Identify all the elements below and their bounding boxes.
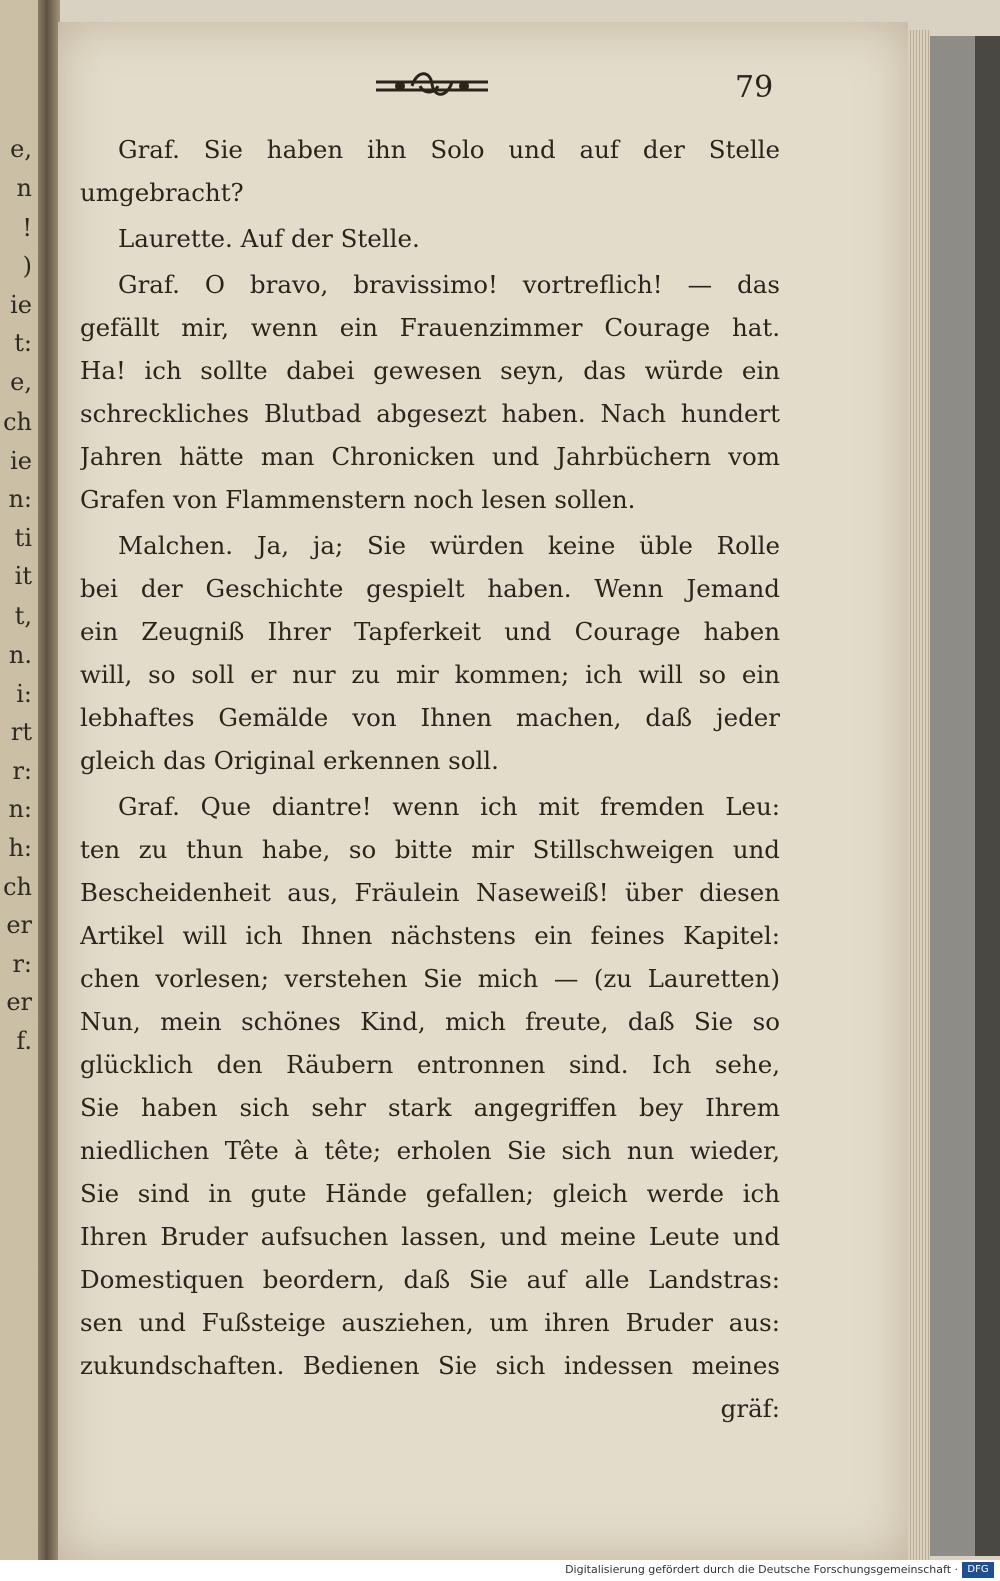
left-fragment: ) bbox=[22, 252, 32, 281]
left-fragment: e, bbox=[10, 135, 32, 163]
left-fragment: n bbox=[16, 173, 32, 202]
text-line: chen vorlesen; verstehen Sie mich — (zu Lauretten) bbox=[80, 964, 780, 993]
left-fragment: ie bbox=[10, 290, 32, 319]
text-line: sen und Fußsteige ausziehen, um ihren Bruder aus: bbox=[80, 1308, 780, 1337]
text-line: ein Zeugniß Ihrer Tapferkeit und Courage haben bbox=[80, 617, 780, 646]
text-line: Sie sind in gute Hände gefallen; gleich werde ich bbox=[80, 1179, 780, 1208]
text-line: niedlichen Tête à tête; erholen Sie sich nun wieder, bbox=[80, 1136, 780, 1165]
book-cover bbox=[930, 36, 975, 1556]
text-line: Laurette. Auf der Stelle. bbox=[118, 224, 420, 253]
left-fragment: r: bbox=[12, 949, 32, 978]
left-fragment: rt bbox=[10, 718, 32, 747]
left-fragment: f. bbox=[16, 1026, 32, 1055]
text-line: Graf. O bravo, bravissimo! vortreflich! — das bbox=[118, 270, 780, 299]
text-line: Graf. Que diantre! wenn ich mit fremden Leu: bbox=[118, 792, 780, 821]
text-line: Ha! ich sollte dabei gewesen seyn, das würde ein bbox=[80, 356, 780, 385]
text-line: Jahren hätte man Chronicken und Jahrbüchern vom bbox=[80, 442, 780, 471]
dfg-logo: DFG bbox=[962, 1562, 994, 1578]
left-fragment: ! bbox=[22, 213, 32, 242]
text-line: ten zu thun habe, so bitte mir Stillschweigen und bbox=[80, 835, 780, 864]
digitization-footer bbox=[0, 1560, 1000, 1581]
text-line: will, so soll er nur zu mir kommen; ich will so ein bbox=[80, 660, 780, 689]
page-number: 79 bbox=[735, 70, 774, 105]
catchword: gräf: bbox=[720, 1394, 780, 1423]
text-line: gleich das Original erkennen soll. bbox=[80, 746, 499, 775]
text-line: Artikel will ich Ihnen nächstens ein feines Kapitel: bbox=[80, 921, 780, 950]
text-line: Malchen. Ja, ja; Sie würden keine üble Rolle bbox=[118, 531, 780, 560]
page-text bbox=[80, 128, 780, 1430]
left-fragment: ie bbox=[10, 446, 32, 475]
left-fragment: ch bbox=[3, 872, 32, 901]
text-line: Sie haben sich sehr stark angegriffen bey Ihrem bbox=[80, 1093, 780, 1122]
left-fragment: ch bbox=[3, 407, 32, 436]
text-line: lebhaftes Gemälde von Ihnen machen, daß jeder bbox=[80, 703, 780, 732]
left-fragment: er bbox=[6, 988, 32, 1017]
footer-text: Digitalisierung gefördert durch die Deutsche Forschungsgemeinschaft · bbox=[565, 1563, 958, 1576]
text-line: Graf. Sie haben ihn Solo und auf der Stelle bbox=[118, 135, 780, 164]
left-fragment: ti bbox=[14, 523, 32, 552]
text-line: zukundschaften. Bedienen Sie sich indessen meines bbox=[80, 1351, 780, 1380]
text-line: Bescheidenheit aus, Fräulein Naseweiß! über diesen bbox=[80, 878, 780, 907]
book-gutter bbox=[38, 0, 60, 1560]
left-fragment: n: bbox=[8, 795, 32, 824]
page-block-edge bbox=[908, 30, 930, 1560]
left-page-fragments bbox=[0, 130, 40, 1062]
text-line: Grafen von Flammenstern noch lesen sollen. bbox=[80, 485, 636, 514]
text-line: Domestiquen beordern, daß Sie auf alle Landstras: bbox=[80, 1265, 780, 1294]
left-fragment: t, bbox=[14, 602, 32, 631]
book-cover-edge bbox=[975, 36, 1000, 1556]
left-fragment: er bbox=[6, 911, 32, 940]
text-line: bei der Geschichte gespielt haben. Wenn Jemand bbox=[80, 574, 780, 603]
left-fragment: n: bbox=[8, 485, 32, 514]
ornament-icon bbox=[372, 64, 492, 104]
text-line: Ihren Bruder aufsuchen lassen, und meine Leute und bbox=[80, 1222, 780, 1251]
left-fragment: t: bbox=[14, 329, 32, 358]
left-fragment: r: bbox=[12, 756, 32, 785]
left-fragment: it bbox=[14, 562, 32, 591]
left-fragment: n. bbox=[8, 640, 32, 669]
text-line: Nun, mein schönes Kind, mich freute, daß Sie so bbox=[80, 1007, 780, 1036]
left-fragment: h: bbox=[8, 833, 32, 862]
left-fragment: e, bbox=[10, 367, 32, 396]
left-fragment: i: bbox=[16, 679, 32, 708]
text-line: glücklich den Räubern entronnen sind. Ich sehe, bbox=[80, 1050, 780, 1079]
text-line: schreckliches Blutbad abgesezt haben. Nach hundert bbox=[80, 399, 780, 428]
text-line: gefällt mir, wenn ein Frauenzimmer Courage hat. bbox=[80, 313, 780, 342]
text-line: umgebracht? bbox=[80, 178, 244, 207]
